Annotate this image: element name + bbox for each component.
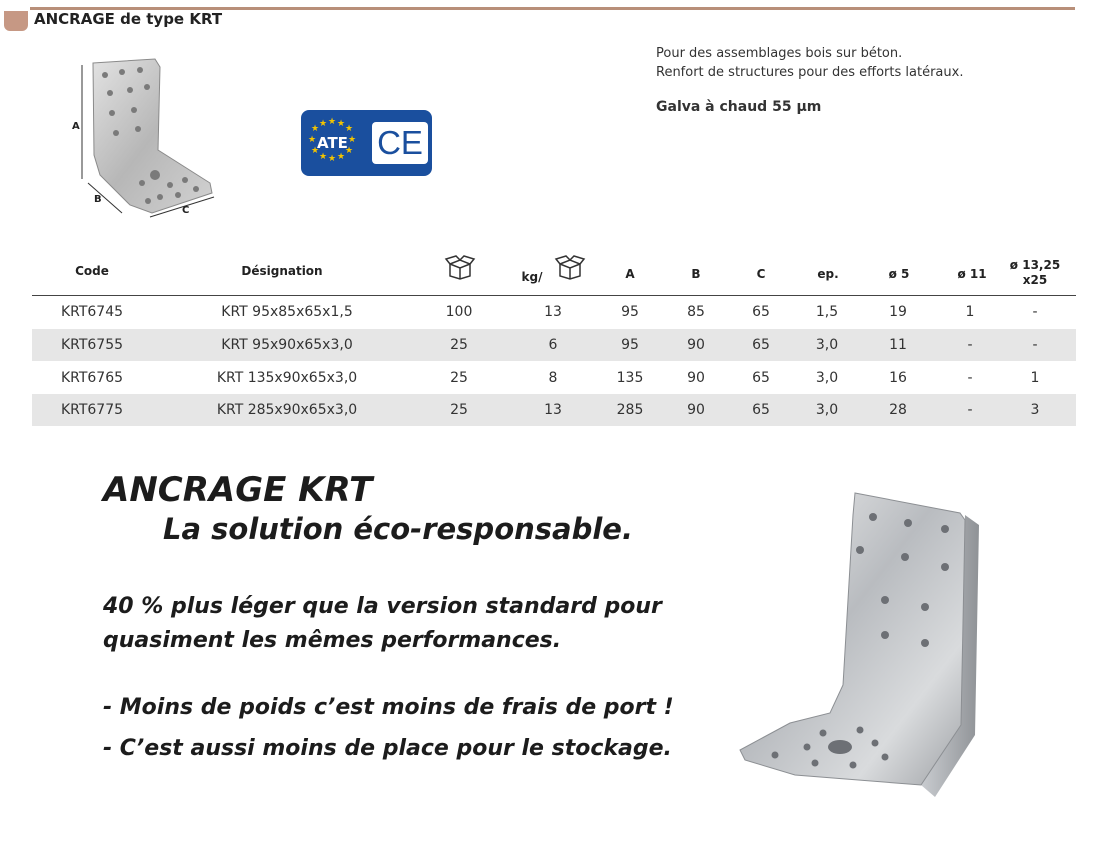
cell-diam-5: 16 <box>889 370 907 386</box>
cell-box-qty: 25 <box>450 370 468 386</box>
cell-kg: 13 <box>544 304 562 320</box>
section-tab-marker <box>4 11 28 31</box>
description-line-2: Renfort de structures pour des efforts latéraux. <box>656 65 964 80</box>
cell-box-qty: 25 <box>450 337 468 353</box>
svg-text:★: ★ <box>337 119 346 129</box>
ate-label: ATE <box>317 134 348 152</box>
svg-text:★: ★ <box>345 146 354 156</box>
promo-claim-line-2: quasiment les mêmes performances. <box>103 628 562 653</box>
cell-c: 65 <box>752 337 770 353</box>
cell-diam-13: 3 <box>1030 402 1040 418</box>
product-description <box>656 44 963 82</box>
cell-kg: 8 <box>548 370 558 386</box>
promo-bullet-1: - Moins de poids c’est moins de frais de port ! <box>103 695 674 720</box>
cell-designation: KRT 95x90x65x3,0 <box>221 337 353 353</box>
description-line-1: Pour des assemblages bois sur béton. <box>656 46 903 61</box>
col-header-diam-13-line2: x25 <box>1022 273 1048 287</box>
col-header-c: C <box>756 267 766 281</box>
cell-b: 85 <box>687 304 705 320</box>
cell-box-qty: 100 <box>445 304 473 320</box>
svg-text:★: ★ <box>311 146 320 156</box>
cell-diam-13: - <box>1032 304 1038 320</box>
col-header-designation: Désignation <box>241 264 323 278</box>
cell-code: KRT6755 <box>60 337 124 353</box>
box-weight-icon <box>552 254 588 283</box>
promo-subheading: La solution éco-responsable. <box>163 512 633 546</box>
table-row <box>32 394 1076 426</box>
ce-mark <box>372 122 428 164</box>
cell-designation: KRT 135x90x65x3,0 <box>216 370 358 386</box>
cell-diam-11: - <box>967 370 973 386</box>
table-row <box>32 296 1076 328</box>
svg-text:★: ★ <box>345 124 354 134</box>
cell-diam-5: 11 <box>889 337 907 353</box>
cell-diam-5: 28 <box>889 402 907 418</box>
col-header-code: Code <box>75 264 109 278</box>
col-header-diam-13-line1: ø 13,25 <box>1009 258 1061 272</box>
cell-c: 65 <box>752 370 770 386</box>
dimension-label-a: A <box>72 121 80 132</box>
svg-text:★: ★ <box>319 152 328 162</box>
promo-claim-line-1: 40 % plus léger que la version standard pour <box>103 594 662 619</box>
cell-diam-11: - <box>967 337 973 353</box>
svg-text:★: ★ <box>337 152 346 162</box>
cell-a: 95 <box>621 337 639 353</box>
certification-badge <box>301 110 432 176</box>
col-header-ep: ep. <box>817 267 839 281</box>
table-row <box>32 329 1076 361</box>
cell-b: 90 <box>687 370 705 386</box>
cell-designation: KRT 285x90x65x3,0 <box>216 402 358 418</box>
ce-label: CE <box>377 124 423 161</box>
cell-code: KRT6745 <box>60 304 124 320</box>
cell-b: 90 <box>687 337 705 353</box>
cell-code: KRT6775 <box>60 402 124 418</box>
cell-c: 65 <box>752 402 770 418</box>
finish-spec: Galva à chaud 55 µm <box>656 99 822 115</box>
cell-a: 135 <box>616 370 644 386</box>
cell-ep: 3,0 <box>815 370 839 386</box>
cell-c: 65 <box>752 304 770 320</box>
cell-diam-13: 1 <box>1030 370 1040 386</box>
cell-diam-11: - <box>967 402 973 418</box>
svg-text:★: ★ <box>348 135 357 145</box>
cell-diam-5: 19 <box>889 304 907 320</box>
table-row <box>32 362 1076 394</box>
promo-bullet-2: - C’est aussi moins de place pour le stockage. <box>103 736 672 761</box>
promo-heading: ANCRAGE KRT <box>103 470 373 510</box>
cell-box-qty: 25 <box>450 402 468 418</box>
dimension-label-c: C <box>182 205 190 216</box>
svg-text:★: ★ <box>311 124 320 134</box>
col-header-kg: kg/ <box>521 270 543 284</box>
col-header-b: B <box>691 267 701 281</box>
svg-text:★: ★ <box>319 119 328 129</box>
cell-ep: 3,0 <box>815 337 839 353</box>
cell-kg: 13 <box>544 402 562 418</box>
product-drawing <box>60 55 220 220</box>
cell-ep: 1,5 <box>815 304 839 320</box>
col-header-diam-13 <box>1005 258 1065 288</box>
svg-text:★: ★ <box>328 154 337 164</box>
svg-text:★: ★ <box>328 117 337 127</box>
cell-designation: KRT 95x85x65x1,5 <box>221 304 353 320</box>
product-photo <box>735 485 1000 805</box>
page-title: ANCRAGE de type KRT <box>34 10 223 28</box>
cell-a: 95 <box>621 304 639 320</box>
cell-ep: 3,0 <box>815 402 839 418</box>
box-quantity-icon <box>442 254 478 283</box>
cell-kg: 6 <box>548 337 558 353</box>
svg-text:★: ★ <box>308 135 317 145</box>
col-header-diam-11: ø 11 <box>957 267 987 281</box>
cell-diam-13: - <box>1032 337 1038 353</box>
cell-diam-11: 1 <box>965 304 975 320</box>
col-header-diam-5: ø 5 <box>888 267 910 281</box>
col-header-a: A <box>625 267 635 281</box>
cell-a: 285 <box>616 402 644 418</box>
cell-b: 90 <box>687 402 705 418</box>
dimension-label-b: B <box>94 194 102 205</box>
cell-code: KRT6765 <box>60 370 124 386</box>
